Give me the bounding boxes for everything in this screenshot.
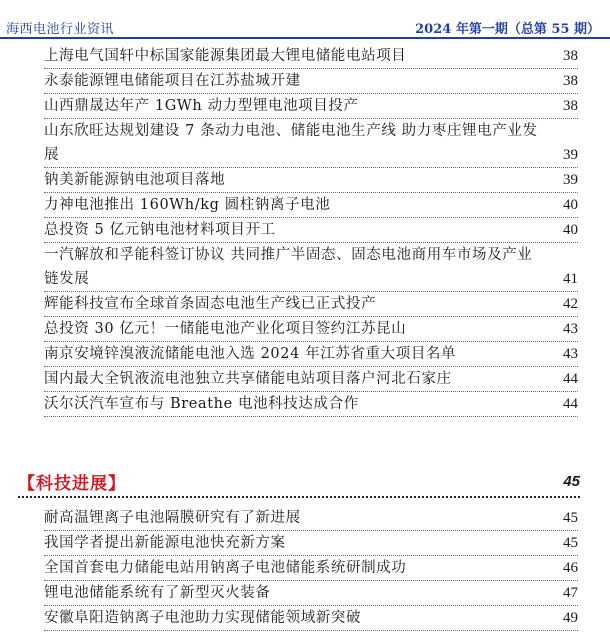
toc-entry-page-number: 40 [559, 193, 578, 217]
toc-entry-page-number: 45 [559, 531, 578, 555]
toc-list [0, 44, 610, 417]
toc-entry-title: 全国首套电力储能电站用钠离子电池储能系统研制成功 [44, 556, 406, 580]
toc-entry-row [44, 581, 578, 606]
toc-entry[interactable] [44, 69, 578, 94]
toc-entry[interactable] [44, 218, 578, 243]
toc-entry-row [44, 292, 578, 317]
toc-entry-row [44, 143, 578, 168]
toc-entry-row [44, 531, 578, 556]
toc-entry-page-number: 43 [559, 342, 578, 366]
section-heading[interactable] [18, 466, 580, 498]
section-title: 【科技进展】 [18, 469, 126, 494]
toc-list-tech [0, 506, 610, 631]
toc-entry-page-number: 44 [559, 392, 578, 416]
section-page-number: 45 [559, 473, 580, 490]
toc-entry[interactable] [44, 44, 578, 69]
toc-entry-row [44, 342, 578, 367]
toc-entry-page-number: 46 [559, 556, 578, 580]
toc-entry-title: 安徽阜阳造钠离子电池助力实现储能领域新突破 [44, 606, 361, 630]
toc-entry-row [44, 392, 578, 417]
toc-entry-page-number: 38 [559, 44, 578, 68]
toc-entry-row [44, 317, 578, 342]
toc-entry[interactable] [44, 119, 578, 168]
toc-entry-title: 山西鼎晟达年产 1GWh 动力型锂电池项目投产 [44, 94, 359, 118]
toc-entry-row [44, 506, 578, 531]
toc-entry-row [44, 44, 578, 69]
toc-entry[interactable] [44, 342, 578, 367]
toc-entry-title: 我国学者提出新能源电池快充新方案 [44, 531, 286, 555]
toc-entry-title: 永泰能源锂电储能项目在江苏盐城开建 [44, 69, 301, 93]
toc-entry-page-number: 40 [559, 218, 578, 242]
toc-entry-row [44, 367, 578, 392]
toc-entry[interactable] [44, 367, 578, 392]
toc-entry-row [44, 267, 578, 292]
toc-entry[interactable] [44, 392, 578, 417]
toc-entry-page-number: 42 [559, 292, 578, 316]
toc-entry-page-number: 38 [559, 69, 578, 93]
toc-entry-title: 耐高温锂离子电池隔膜研究有了新进展 [44, 506, 301, 530]
toc-entry[interactable] [44, 193, 578, 218]
toc-entry-title: 国内最大全钒液流电池独立共享储能电站项目落户河北石家庄 [44, 367, 452, 391]
toc-entry-title: 链发展 [44, 267, 89, 291]
toc-entry[interactable] [44, 531, 578, 556]
toc-entry-page-number: 39 [559, 168, 578, 192]
page-header [0, 0, 610, 40]
toc-entry-page-number: 43 [559, 317, 578, 341]
toc-entry-row [44, 69, 578, 94]
toc-entry-page-number: 47 [559, 581, 578, 605]
toc-entry-title-line1: 山东欣旺达规划建设 7 条动力电池、储能电池生产线 助力枣庄锂电产业发 [44, 123, 538, 139]
header-issue-label: 2024 年第一期（总第 55 期） [415, 22, 600, 37]
toc-entry-page-number: 41 [559, 267, 578, 291]
toc-entry-title: 力神电池推出 160Wh/kg 圆柱钠离子电池 [44, 193, 330, 217]
toc-entry[interactable] [44, 168, 578, 193]
toc-entry-title: 沃尔沃汽车宣布与 Breathe 电池科技达成合作 [44, 392, 359, 416]
toc-entry-title: 钠美新能源钠电池项目落地 [44, 168, 225, 192]
toc-entry[interactable] [44, 606, 578, 631]
toc-entry-title: 辉能科技宣布全球首条固态电池生产线已正式投产 [44, 292, 376, 316]
toc-entry[interactable] [44, 317, 578, 342]
toc-entry[interactable] [44, 94, 578, 119]
toc-entry[interactable] [44, 581, 578, 606]
toc-entry-row [44, 218, 578, 243]
toc-entry[interactable] [44, 243, 578, 292]
toc-entry-page-number: 38 [559, 94, 578, 118]
toc-entry-row [44, 193, 578, 218]
toc-entry-row [44, 606, 578, 631]
header-rule [0, 37, 610, 39]
toc-entry-title: 南京安境锌溴液流储能电池入选 2024 年江苏省重大项目名单 [44, 342, 456, 366]
toc-entry-title: 上海电气国轩中标国家能源集团最大锂电储能电站项目 [44, 44, 406, 68]
toc-entry-row [44, 556, 578, 581]
toc-entry[interactable] [44, 556, 578, 581]
toc-entry-row [44, 168, 578, 193]
toc-entry-title-line1: 一汽解放和孚能科签订协议 共同推广半固态、固态电池商用车市场及产业 [44, 247, 533, 263]
header-publication-name: 海西电池行业资讯 [6, 22, 115, 37]
toc-entry-page-number: 44 [559, 367, 578, 391]
toc-entry-page-number: 45 [559, 506, 578, 530]
toc-entry-page-number: 49 [559, 606, 578, 630]
toc-entry-page-number: 39 [559, 143, 578, 167]
toc-entry-row [44, 94, 578, 119]
toc-entry-title: 锂电池储能系统有了新型灭火装备 [44, 581, 271, 605]
toc-entry[interactable] [44, 292, 578, 317]
toc-entry-title: 总投资 30 亿元！一储能电池产业化项目签约江苏昆山 [44, 317, 406, 341]
toc-entry-title: 总投资 5 亿元钠电池材料项目开工 [44, 218, 276, 242]
toc-entry-title: 展 [44, 143, 59, 167]
toc-entry[interactable] [44, 506, 578, 531]
